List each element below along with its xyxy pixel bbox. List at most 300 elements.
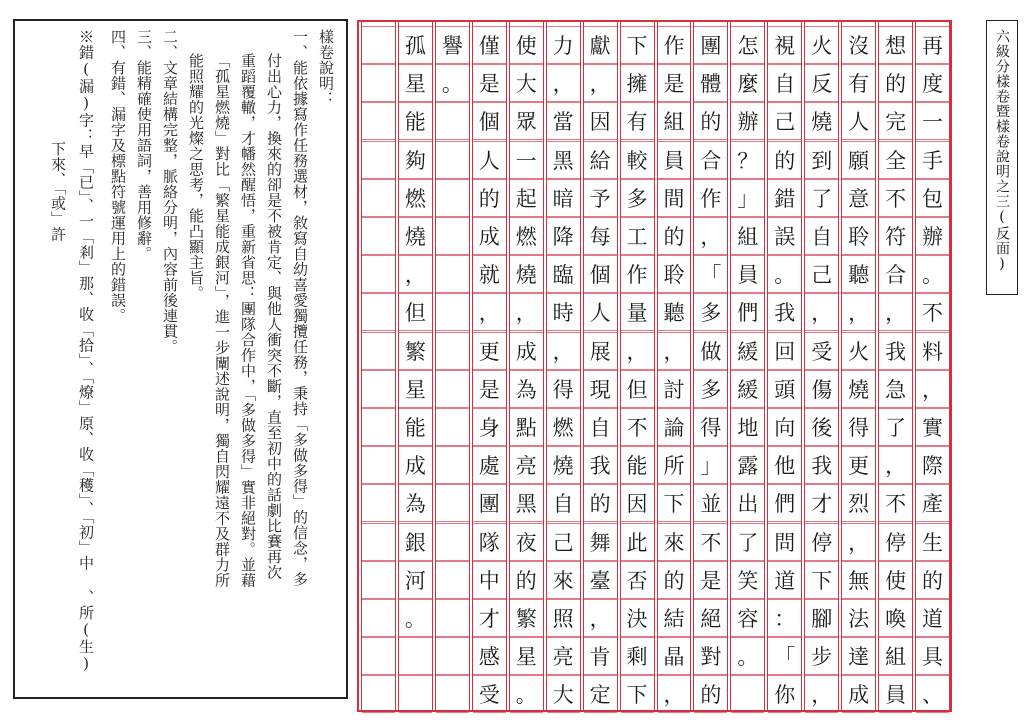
explanation-line: 二、文章結構完整，脈絡分明，內容前後連貫。 <box>161 29 179 355</box>
grid-cell: 員 <box>879 675 912 713</box>
grid-cell: 的 <box>694 102 727 140</box>
grid-cell <box>362 408 395 446</box>
grid-cell <box>362 102 395 140</box>
grid-cell: 際 <box>916 446 949 484</box>
grid-cell <box>436 370 469 408</box>
grid-cell: 燒 <box>510 255 543 293</box>
grid-cell: 時 <box>547 293 580 331</box>
grid-cell: 的 <box>694 675 727 713</box>
grid-cell: 下 <box>621 26 654 64</box>
grid-cell <box>362 217 395 255</box>
grid-cell: 聆 <box>658 255 691 293</box>
grid-cell: 組 <box>879 637 912 675</box>
grid-cell: 」 <box>731 179 764 217</box>
grid-cell: 結 <box>658 599 691 637</box>
grid-cell: 當 <box>547 102 580 140</box>
grid-cell <box>362 255 395 293</box>
grid-cell: ？ <box>731 141 764 179</box>
grid-cell: 對 <box>694 637 727 675</box>
grid-cell <box>362 293 395 331</box>
grid-cell: 。 <box>916 255 949 293</box>
grid-cell: 合 <box>694 141 727 179</box>
grid-cell: 夜 <box>510 523 543 561</box>
grid-cell: 能 <box>399 102 432 140</box>
grid-cell: 烈 <box>842 484 875 522</box>
grid-cell: 人 <box>584 293 617 331</box>
grid-cell: 的 <box>916 561 949 599</box>
grid-cell: 黑 <box>547 141 580 179</box>
grid-cell: 多 <box>694 370 727 408</box>
grid-cell: 視 <box>768 26 801 64</box>
grid-cell: 你 <box>768 675 801 713</box>
grid-cell: 有 <box>842 64 875 102</box>
grid-cell: 停 <box>879 523 912 561</box>
grid-cell: 河 <box>399 561 432 599</box>
grid-cell: 我 <box>879 332 912 370</box>
grid-cell: 自 <box>805 217 838 255</box>
grid-cell <box>362 332 395 370</box>
grid-cell: 間 <box>658 179 691 217</box>
grid-cell: 更 <box>842 446 875 484</box>
grid-cell: 的 <box>879 64 912 102</box>
grid-cell: 實 <box>916 408 949 446</box>
grid-cell: 繁 <box>399 332 432 370</box>
grid-cell: 使 <box>879 561 912 599</box>
grid-cell: 肯 <box>584 637 617 675</box>
grid-cell: 燃 <box>510 217 543 255</box>
grid-cell: 下 <box>621 675 654 713</box>
grid-cell: 作 <box>694 179 727 217</box>
grid-cell: 向 <box>768 408 801 446</box>
grid-cell: 繁 <box>510 599 543 637</box>
grid-cell: 喚 <box>879 599 912 637</box>
grid-cell <box>399 675 432 713</box>
grid-cell: 人 <box>473 141 506 179</box>
grid-cell: 孤 <box>399 26 432 64</box>
grid-cell: 不 <box>879 179 912 217</box>
grid-cell: ， <box>473 293 506 331</box>
grid-column <box>657 22 692 710</box>
grid-cell: 。 <box>768 255 801 293</box>
grid-cell: 的 <box>658 217 691 255</box>
grid-cell: 降 <box>547 217 580 255</box>
grid-cell: 不 <box>879 484 912 522</box>
grid-cell: 腳 <box>805 599 838 637</box>
grid-cell <box>436 637 469 675</box>
grid-cell: ， <box>584 64 617 102</box>
grid-cell: 」 <box>694 446 727 484</box>
grid-cell: 照 <box>547 599 580 637</box>
grid-cell: 譽 <box>436 26 469 64</box>
grid-cell: 自 <box>547 484 580 522</box>
grid-cell: 具 <box>916 637 949 675</box>
grid-cell: 度 <box>916 64 949 102</box>
grid-cell: 臨 <box>547 255 580 293</box>
grid-cell: ， <box>510 293 543 331</box>
grid-cell: 員 <box>658 141 691 179</box>
grid-cell: 錯 <box>768 179 801 217</box>
grid-cell <box>436 599 469 637</box>
grid-cell <box>436 523 469 561</box>
grid-cell: 不 <box>621 408 654 446</box>
grid-cell: 我 <box>768 293 801 331</box>
grid-cell: 達 <box>842 637 875 675</box>
grid-cell: 。 <box>399 599 432 637</box>
grid-cell: 反 <box>805 64 838 102</box>
grid-cell: 是 <box>694 561 727 599</box>
grid-cell <box>436 255 469 293</box>
grid-cell: 問 <box>768 523 801 561</box>
grid-column <box>620 22 655 710</box>
grid-cell: 手 <box>916 141 949 179</box>
grid-cell: 燒 <box>547 446 580 484</box>
grid-cell: 己 <box>768 102 801 140</box>
grid-cell: 量 <box>621 293 654 331</box>
grid-column <box>693 22 728 710</box>
grid-cell <box>362 599 395 637</box>
grid-cell: ， <box>547 64 580 102</box>
grid-cell: 決 <box>621 599 654 637</box>
grid-cell: 個 <box>473 102 506 140</box>
grid-cell: 大 <box>510 64 543 102</box>
grid-cell: 個 <box>584 255 617 293</box>
grid-cell: 聽 <box>842 255 875 293</box>
grid-cell: 「 <box>694 255 727 293</box>
grid-cell: 討 <box>658 370 691 408</box>
grid-column <box>546 22 581 710</box>
grid-cell: ， <box>879 293 912 331</box>
grid-cell <box>362 179 395 217</box>
grid-cell: 不 <box>694 523 727 561</box>
grid-cell: 較 <box>621 141 654 179</box>
grid-cell: 包 <box>916 179 949 217</box>
sheet-title: 六級分樣卷暨樣卷說明之三(反面) <box>994 29 1010 273</box>
grid-column <box>435 22 470 710</box>
grid-cell: 受 <box>805 332 838 370</box>
grid-cell: 給 <box>584 141 617 179</box>
grid-cell: 多 <box>694 293 727 331</box>
grid-cell: 全 <box>879 141 912 179</box>
grid-cell: 體 <box>694 64 727 102</box>
grid-cell: 每 <box>584 217 617 255</box>
grid-cell: 受 <box>473 675 506 713</box>
grid-cell: 才 <box>805 484 838 522</box>
grid-cell: 的 <box>510 561 543 599</box>
grid-cell <box>436 293 469 331</box>
explanation-line: 一、能依據寫作任務選材，敘寫自幼喜愛獨攬任務，秉持「多做多得」的信念，多 <box>291 29 309 587</box>
grid-cell <box>436 446 469 484</box>
grid-cell: 急 <box>879 370 912 408</box>
grid-cell: 予 <box>584 179 617 217</box>
grid-cell: 星 <box>399 64 432 102</box>
grid-cell: 下 <box>805 561 838 599</box>
grid-cell <box>362 446 395 484</box>
grid-cell: 的 <box>768 141 801 179</box>
grid-column <box>730 22 765 710</box>
grid-cell: 因 <box>584 102 617 140</box>
grid-cell <box>731 675 764 713</box>
grid-cell: 作 <box>621 255 654 293</box>
grid-column <box>915 22 950 710</box>
grid-cell: 作 <box>658 26 691 64</box>
grid-cell: 回 <box>768 332 801 370</box>
grid-cell: 因 <box>621 484 654 522</box>
grid-cell: 誤 <box>768 217 801 255</box>
grid-cell: 是 <box>473 64 506 102</box>
grid-cell: 但 <box>399 293 432 331</box>
grid-cell: 自 <box>768 64 801 102</box>
grid-cell: 燒 <box>805 102 838 140</box>
grid-cell: 為 <box>399 484 432 522</box>
grid-cell: 燃 <box>547 408 580 446</box>
grid-cell: 他 <box>768 446 801 484</box>
grid-cell: 做 <box>694 332 727 370</box>
grid-cell: 緩 <box>731 332 764 370</box>
grid-cell: 沒 <box>842 26 875 64</box>
grid-cell: 銀 <box>399 523 432 561</box>
grid-cell: 笑 <box>731 561 764 599</box>
grid-cell: 工 <box>621 217 654 255</box>
grid-cell: ， <box>842 293 875 331</box>
grid-cell: 一 <box>510 141 543 179</box>
grid-cell: 亮 <box>510 446 543 484</box>
grid-cell: 道 <box>916 599 949 637</box>
grid-cell: 怎 <box>731 26 764 64</box>
grid-cell: ， <box>621 332 654 370</box>
grid-cell: 、 <box>916 675 949 713</box>
grid-cell: 臺 <box>584 561 617 599</box>
grid-cell: 再 <box>916 26 949 64</box>
grid-cell: 生 <box>916 523 949 561</box>
grid-cell: 了 <box>805 179 838 217</box>
grid-cell <box>436 141 469 179</box>
explanation-line: 四、有錯、漏字及標點符號運用上的錯誤。 <box>109 29 127 324</box>
grid-column <box>398 22 433 710</box>
grid-cell <box>362 64 395 102</box>
grid-cell: 否 <box>621 561 654 599</box>
grid-cell: 料 <box>916 332 949 370</box>
grid-cell: 星 <box>399 370 432 408</box>
grid-cell <box>362 370 395 408</box>
grid-cell: 星 <box>510 637 543 675</box>
grid-cell <box>436 332 469 370</box>
grid-cell: 。 <box>436 64 469 102</box>
grid-cell: 一 <box>916 102 949 140</box>
grid-cell: 們 <box>731 293 764 331</box>
grid-cell: 完 <box>879 102 912 140</box>
grid-cell: 我 <box>805 446 838 484</box>
grid-cell: 們 <box>768 484 801 522</box>
grid-cell: 現 <box>584 370 617 408</box>
grid-cell: 處 <box>473 446 506 484</box>
grid-cell: 但 <box>621 370 654 408</box>
grid-cell: 停 <box>805 523 838 561</box>
grid-cell: ， <box>658 332 691 370</box>
grid-column <box>361 22 396 710</box>
grid-cell: 身 <box>473 408 506 446</box>
grid-cell: 僅 <box>473 26 506 64</box>
grid-cell: 舞 <box>584 523 617 561</box>
grid-cell: 獻 <box>584 26 617 64</box>
grid-cell: 不 <box>916 293 949 331</box>
grid-cell: 所 <box>658 446 691 484</box>
grid-cell <box>362 484 395 522</box>
grid-cell: 點 <box>510 408 543 446</box>
grid-cell: 起 <box>510 179 543 217</box>
grid-cell: 法 <box>842 599 875 637</box>
grid-cell: 想 <box>879 26 912 64</box>
grid-cell: 。 <box>510 675 543 713</box>
grid-cell <box>362 141 395 179</box>
grid-cell: 辦 <box>916 217 949 255</box>
grid-cell: 火 <box>842 332 875 370</box>
grid-cell: 員 <box>731 255 764 293</box>
grid-cell: 的 <box>658 561 691 599</box>
typo-note: ※錯(漏)字：早「已」、一「剎」那、收「拾」、「燎」原、收「穫」、「初」中 、所(生) <box>77 29 95 673</box>
grid-cell: 道 <box>768 561 801 599</box>
grid-cell: ， <box>805 675 838 713</box>
grid-cell: 能 <box>621 446 654 484</box>
grid-column <box>841 22 876 710</box>
grid-cell: 成 <box>399 446 432 484</box>
grid-cell: 亮 <box>547 637 580 675</box>
grid-cell: 後 <box>805 408 838 446</box>
grid-cell <box>436 484 469 522</box>
grid-cell: 黑 <box>510 484 543 522</box>
grid-cell: 得 <box>694 408 727 446</box>
grid-cell: 火 <box>805 26 838 64</box>
grid-cell: ， <box>916 370 949 408</box>
grid-cell: 頭 <box>768 370 801 408</box>
grid-cell: 使 <box>510 26 543 64</box>
grid-column <box>472 22 507 710</box>
grid-cell: 擁 <box>621 64 654 102</box>
grid-column <box>767 22 802 710</box>
grid-cell: 了 <box>731 523 764 561</box>
grid-cell <box>436 408 469 446</box>
grid-cell: ， <box>658 675 691 713</box>
grid-cell: 我 <box>584 446 617 484</box>
grid-cell: 力 <box>547 26 580 64</box>
explanation-line: 能照耀的光燦之思考，能凸顯主旨。 <box>187 53 205 301</box>
grid-cell: 得 <box>547 370 580 408</box>
explanation-line: 付出心力，換來的卻是不被肯定、與他人衝突不斷，直至初中的話劇比賽再次 <box>265 53 283 580</box>
grid-cell: 燒 <box>842 370 875 408</box>
grid-cell: 。 <box>731 637 764 675</box>
grid-cell: 大 <box>547 675 580 713</box>
grid-cell: 聽 <box>658 293 691 331</box>
grid-cell: 人 <box>842 102 875 140</box>
grid-cell: 有 <box>621 102 654 140</box>
grid-cell: 傷 <box>805 370 838 408</box>
grid-cell <box>436 217 469 255</box>
grid-cell <box>436 561 469 599</box>
grid-cell: 下 <box>658 484 691 522</box>
grid-cell: 多 <box>621 179 654 217</box>
grid-cell <box>362 523 395 561</box>
sheet-title-label <box>986 20 1018 295</box>
grid-cell: 步 <box>805 637 838 675</box>
grid-cell: 隊 <box>473 523 506 561</box>
grid-cell: 團 <box>694 26 727 64</box>
grid-cell: 到 <box>805 141 838 179</box>
grid-cell: 絕 <box>694 599 727 637</box>
essay-grid-sheet <box>357 20 952 712</box>
grid-cell: 中 <box>473 561 506 599</box>
grid-cell: 剩 <box>621 637 654 675</box>
grid-cell: 露 <box>731 446 764 484</box>
explanation-box <box>13 19 348 699</box>
grid-cell <box>436 675 469 713</box>
grid-cell: 符 <box>879 217 912 255</box>
grid-cell: 的 <box>584 484 617 522</box>
grid-cell <box>399 637 432 675</box>
explanation-line: 「孤星燃燒」對比「繁星能成銀河」，進一步闡述說明，獨自閃耀遠不及群力所 <box>213 53 231 588</box>
grid-column <box>804 22 839 710</box>
grid-cell: 團 <box>473 484 506 522</box>
grid-column <box>878 22 913 710</box>
grid-cell: ， <box>879 446 912 484</box>
grid-cell: 願 <box>842 141 875 179</box>
grid-cell <box>362 637 395 675</box>
grid-cell: 合 <box>879 255 912 293</box>
grid-cell: 是 <box>473 370 506 408</box>
grid-cell: ： <box>768 599 801 637</box>
grid-cell <box>362 561 395 599</box>
grid-cell <box>436 102 469 140</box>
grid-cell: 容 <box>731 599 764 637</box>
grid-cell: 暗 <box>547 179 580 217</box>
grid-cell: 聆 <box>842 217 875 255</box>
grid-cell: 感 <box>473 637 506 675</box>
grid-cell <box>362 26 395 64</box>
grid-cell: 組 <box>658 102 691 140</box>
grid-cell: 產 <box>916 484 949 522</box>
grid-cell: 定 <box>584 675 617 713</box>
grid-cell: 夠 <box>399 141 432 179</box>
grid-cell: 組 <box>731 217 764 255</box>
grid-cell <box>436 179 469 217</box>
grid-cell: 是 <box>658 64 691 102</box>
grid-cell: 「 <box>768 637 801 675</box>
grid-cell: ， <box>694 217 727 255</box>
grid-cell: 燒 <box>399 217 432 255</box>
explanation-heading: 樣卷說明： <box>317 29 335 107</box>
grid-cell: ， <box>842 523 875 561</box>
typo-note-continued: 下來、「或」許 <box>49 141 67 242</box>
grid-cell: 得 <box>842 408 875 446</box>
grid-cell: 並 <box>694 484 727 522</box>
grid-cell: 眾 <box>510 102 543 140</box>
grid-cell: 來 <box>547 561 580 599</box>
grid-cell: 意 <box>842 179 875 217</box>
grid-cell: 了 <box>879 408 912 446</box>
explanation-line: 重蹈覆轍，才幡然醒悟，重新省思：團隊合作中，「多做多得」實非絕對。並藉 <box>239 53 257 588</box>
grid-cell: 論 <box>658 408 691 446</box>
grid-cell: ， <box>547 332 580 370</box>
grid-cell: 成 <box>473 217 506 255</box>
grid-cell: ， <box>805 293 838 331</box>
grid-cell: ， <box>399 255 432 293</box>
grid-cell: 燃 <box>399 179 432 217</box>
grid-cell: 地 <box>731 408 764 446</box>
grid-column <box>583 22 618 710</box>
grid-cell: 己 <box>805 255 838 293</box>
grid-cell: 緩 <box>731 370 764 408</box>
grid-cell: 出 <box>731 484 764 522</box>
grid-cell: 來 <box>658 523 691 561</box>
grid-cell: 成 <box>842 675 875 713</box>
